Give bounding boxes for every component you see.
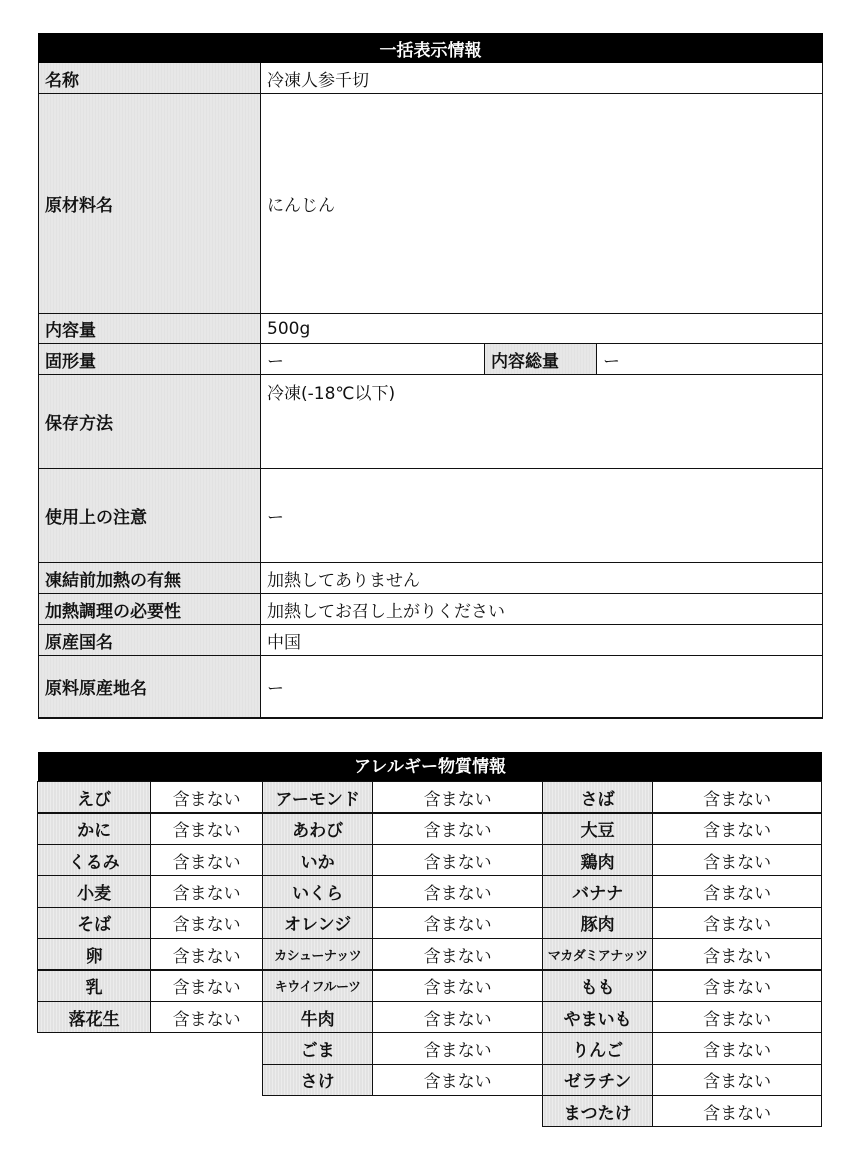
- material-origin-value: ー: [261, 656, 823, 718]
- allergen-name-3-4: バナナ: [542, 875, 653, 907]
- allergen-name-1-1: えび: [37, 781, 151, 813]
- allergen-status-3-10: 含まない: [652, 1064, 822, 1096]
- allergen-name-2-5: オレンジ: [262, 907, 373, 939]
- allergen-name-1-3: くるみ: [37, 844, 151, 876]
- allergen-name-3-10: ゼラチン: [542, 1064, 653, 1096]
- name-key: 名称: [39, 63, 261, 94]
- origin-value: 中国: [261, 625, 823, 656]
- total-content-value: ー: [597, 344, 823, 375]
- allergen-status-1-7: 含まない: [150, 970, 263, 1002]
- allergen-empty-1-11: [151, 1096, 263, 1127]
- allergen-name-3-9: りんご: [542, 1032, 653, 1064]
- allergen-status-1-6: 含まない: [150, 938, 263, 970]
- allergen-status-2-8: 含まない: [372, 1001, 543, 1033]
- allergy-grid: [38, 782, 822, 1127]
- allergen-empty-1-9: [151, 1033, 263, 1064]
- allergen-name-2-10: さけ: [262, 1064, 373, 1096]
- caution-key: 使用上の注意: [39, 469, 261, 563]
- content-key: 内容量: [39, 314, 261, 344]
- allergen-empty-1-9: [38, 1033, 151, 1064]
- allergen-status-3-3: 含まない: [652, 844, 822, 876]
- allergen-name-1-8: 落花生: [37, 1001, 151, 1033]
- allergen-status-3-4: 含まない: [652, 875, 822, 907]
- allergen-status-2-7: 含まない: [372, 970, 543, 1002]
- allergen-status-2-5: 含まない: [372, 907, 543, 939]
- allergen-name-2-3: いか: [262, 844, 373, 876]
- allergen-status-1-5: 含まない: [150, 907, 263, 939]
- preheat-key: 凍結前加熱の有無: [39, 563, 261, 594]
- allergen-status-3-1: 含まない: [652, 781, 822, 813]
- allergen-name-1-2: かに: [37, 813, 151, 845]
- allergen-status-2-3: 含まない: [372, 844, 543, 876]
- allergen-status-3-7: 含まない: [652, 970, 822, 1002]
- allergen-empty-1-10: [38, 1065, 151, 1096]
- allergen-status-3-5: 含まない: [652, 907, 822, 939]
- allergy-info-title: アレルギー物質情報: [38, 752, 822, 782]
- allergen-name-2-7: キウイフルーツ: [262, 970, 373, 1002]
- storage-value: 冷凍(-18℃以下): [261, 375, 823, 469]
- allergen-status-2-4: 含まない: [372, 875, 543, 907]
- preheat-value: 加熱してありません: [261, 563, 823, 594]
- allergen-empty-2-11: [373, 1096, 543, 1127]
- label-info-table: [38, 33, 823, 719]
- name-value: 冷凍人参千切: [261, 63, 823, 94]
- origin-key: 原産国名: [39, 625, 261, 656]
- allergen-name-1-5: そば: [37, 907, 151, 939]
- allergen-status-2-2: 含まない: [372, 813, 543, 845]
- allergen-name-3-6: マカダミアナッツ: [542, 938, 653, 970]
- solid-value: ー: [261, 344, 485, 375]
- allergen-name-2-1: アーモンド: [262, 781, 373, 813]
- total-content-key: 内容総量: [485, 344, 597, 375]
- allergen-empty-1-11: [38, 1096, 151, 1127]
- allergen-status-1-2: 含まない: [150, 813, 263, 845]
- allergen-name-2-2: あわび: [262, 813, 373, 845]
- allergen-status-1-8: 含まない: [150, 1001, 263, 1033]
- allergen-name-2-4: いくら: [262, 875, 373, 907]
- allergen-status-1-1: 含まない: [150, 781, 263, 813]
- allergen-name-1-6: 卵: [37, 938, 151, 970]
- allergen-status-1-3: 含まない: [150, 844, 263, 876]
- allergen-status-3-9: 含まない: [652, 1032, 822, 1064]
- allergen-name-2-8: 牛肉: [262, 1001, 373, 1033]
- label-info-title: 一括表示情報: [39, 34, 823, 63]
- allergen-name-1-4: 小麦: [37, 875, 151, 907]
- cooking-value: 加熱してお召し上がりください: [261, 594, 823, 625]
- allergen-name-3-11: まつたけ: [542, 1095, 653, 1127]
- storage-key: 保存方法: [39, 375, 261, 469]
- solid-key: 固形量: [39, 344, 261, 375]
- allergen-name-3-7: もも: [542, 970, 653, 1002]
- allergen-name-3-2: 大豆: [542, 813, 653, 845]
- allergen-name-3-3: 鶏肉: [542, 844, 653, 876]
- allergen-empty-2-11: [263, 1096, 373, 1127]
- allergen-name-3-8: やまいも: [542, 1001, 653, 1033]
- allergen-status-3-2: 含まない: [652, 813, 822, 845]
- cooking-key: 加熱調理の必要性: [39, 594, 261, 625]
- allergen-name-2-9: ごま: [262, 1032, 373, 1064]
- allergen-status-1-4: 含まない: [150, 875, 263, 907]
- content-value: 500g: [261, 314, 823, 344]
- allergen-name-2-6: カシューナッツ: [262, 938, 373, 970]
- allergen-status-2-9: 含まない: [372, 1032, 543, 1064]
- allergen-status-2-6: 含まない: [372, 938, 543, 970]
- ingredients-key: 原材料名: [39, 94, 261, 314]
- allergen-name-3-5: 豚肉: [542, 907, 653, 939]
- ingredients-value: にんじん: [261, 94, 823, 314]
- allergen-name-3-1: さば: [542, 781, 653, 813]
- allergen-empty-1-10: [151, 1065, 263, 1096]
- allergen-status-3-6: 含まない: [652, 938, 822, 970]
- allergen-status-2-1: 含まない: [372, 781, 543, 813]
- material-origin-key: 原料原産地名: [39, 656, 261, 718]
- allergen-status-2-10: 含まない: [372, 1064, 543, 1096]
- caution-value: ー: [261, 469, 823, 563]
- allergen-status-3-11: 含まない: [652, 1095, 822, 1127]
- allergen-status-3-8: 含まない: [652, 1001, 822, 1033]
- allergen-name-1-7: 乳: [37, 970, 151, 1002]
- allergy-info-table: [38, 752, 822, 1127]
